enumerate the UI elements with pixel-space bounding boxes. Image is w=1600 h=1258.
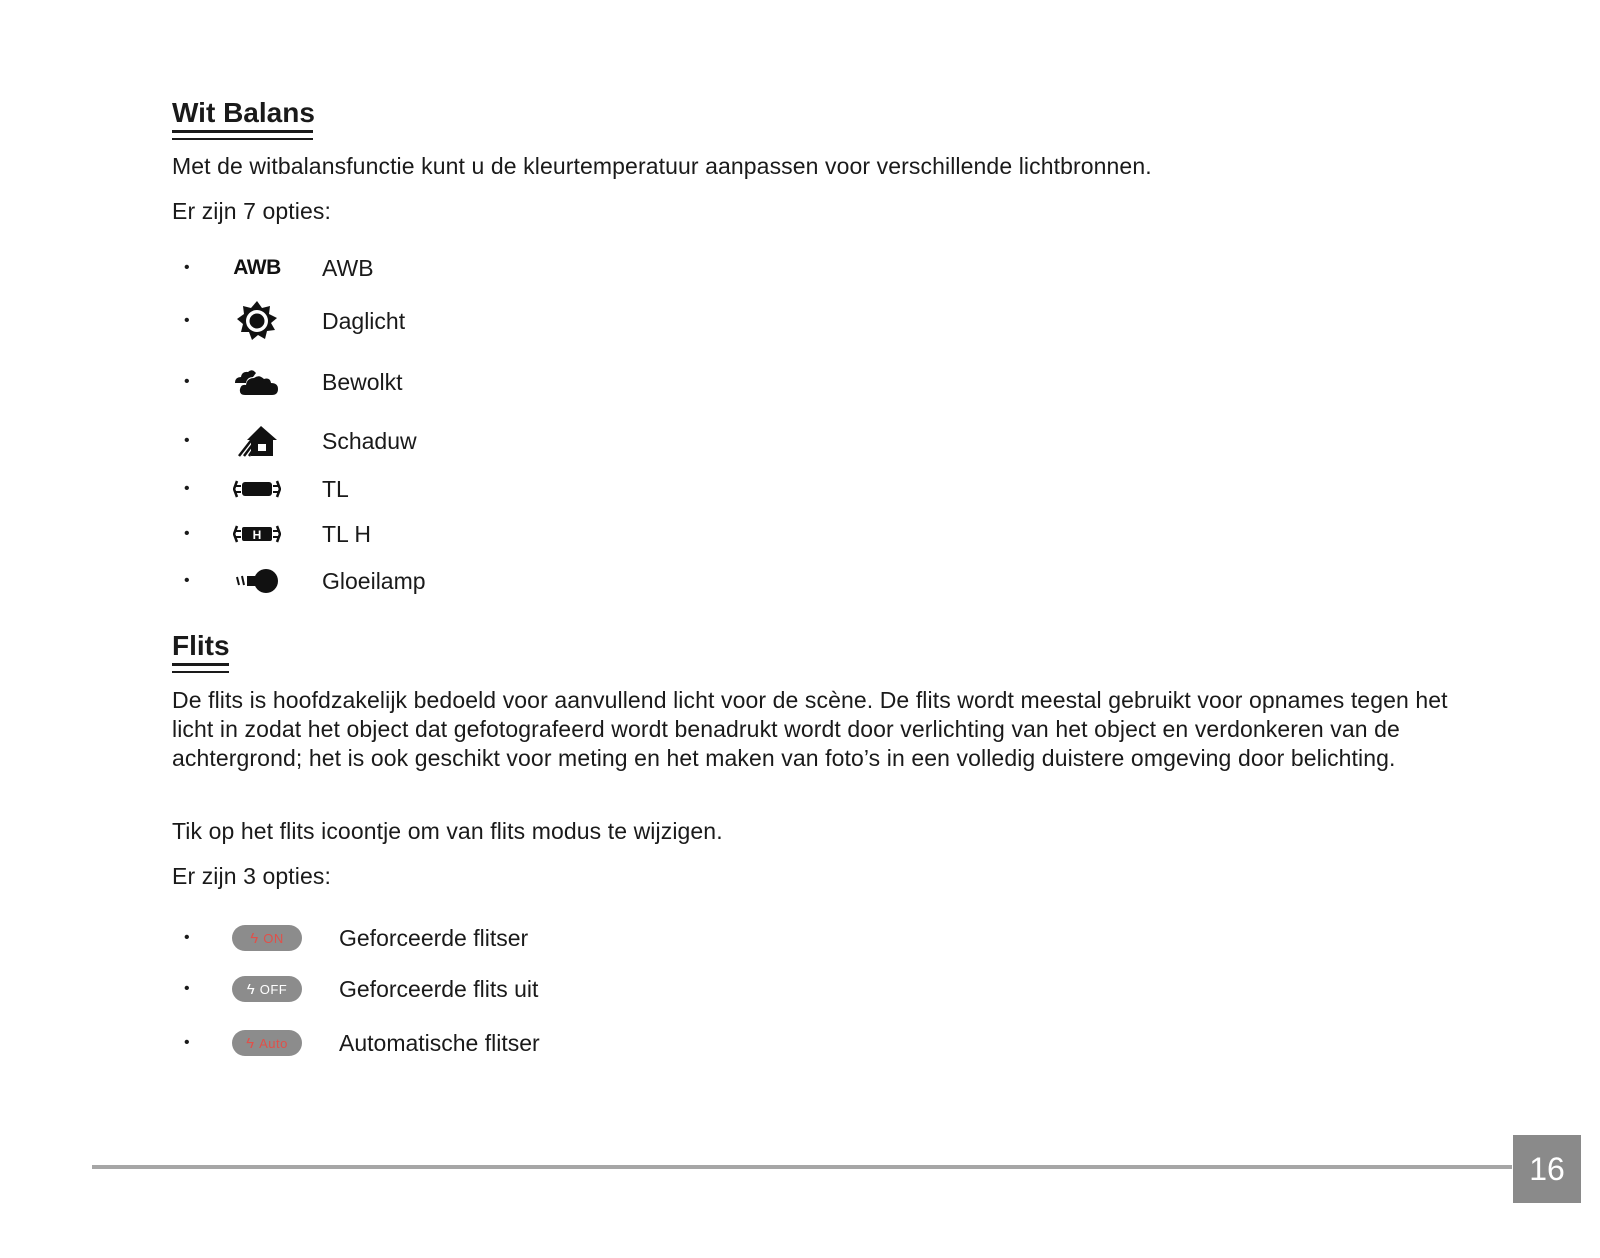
bullet: • (184, 259, 190, 276)
fluorescent-icon (232, 469, 282, 509)
flash-auto-icon: ϟ Auto (232, 1030, 302, 1056)
bullet: • (184, 312, 190, 329)
page-number: 16 (1513, 1135, 1581, 1203)
list-item (172, 918, 872, 958)
section-title-flash: Flits (172, 630, 230, 661)
flash-on-icon: ϟ ON (232, 925, 302, 951)
option-label: Automatische flitser (339, 1030, 540, 1056)
flash-options-intro: Er zijn 3 opties: (172, 863, 331, 889)
heading-underline (172, 663, 229, 673)
cloudy-icon (232, 362, 282, 402)
option-label: TL (322, 476, 349, 502)
bolt-icon: ϟ (246, 980, 255, 998)
list-item (172, 421, 872, 461)
bullet: • (184, 980, 190, 997)
fluorescent-h-icon (232, 514, 282, 554)
svg-text:H: H (252, 528, 262, 542)
bullet: • (184, 480, 190, 497)
list-item (172, 514, 872, 554)
white-balance-options-intro: Er zijn 7 opties: (172, 198, 331, 224)
bullet: • (184, 373, 190, 390)
bullet: • (184, 929, 190, 946)
list-item (172, 301, 872, 341)
heading-underline (172, 130, 313, 140)
list-item (172, 1023, 872, 1063)
list-item (172, 969, 872, 1009)
option-label: Bewolkt (322, 369, 403, 395)
bolt-icon: ϟ (250, 929, 259, 947)
bolt-icon: ϟ (246, 1034, 255, 1052)
option-label: Daglicht (322, 308, 406, 334)
list-item (172, 362, 872, 402)
footer-rule (92, 1165, 1512, 1169)
flash-instruction: Tik op het flits icoontje om van flits modus te wijzigen. (172, 818, 723, 844)
list-item (172, 469, 872, 509)
bullet: • (184, 432, 190, 449)
daylight-icon (232, 301, 282, 341)
bullet: • (184, 525, 190, 542)
flash-description: De flits is hoofdzakelijk bedoeld voor aanvullend licht voor de scène. De flits wordt meestal gebruikt voor opnames tegen het licht in zodat het object dat gefotografeerd wordt benadrukt wordt door verlichting van het object en verdonkeren van de achtergrond; het is ook geschikt voor meting en het maken van foto’s in een volledig duistere omgeving door belichting. (172, 687, 1448, 771)
option-label: Schaduw (322, 428, 417, 454)
option-label: Gloeilamp (322, 568, 426, 594)
incandescent-icon (232, 561, 282, 601)
white-balance-intro: Met de witbalansfunctie kunt u de kleurtemperatuur aanpassen voor verschillende lichtbronnen. (172, 153, 1152, 179)
section-title-white-balance: Wit Balans (172, 97, 315, 128)
list-item (172, 248, 872, 288)
list-item (172, 561, 872, 601)
bullet: • (184, 572, 190, 589)
option-label: Geforceerde flits uit (339, 976, 539, 1002)
option-label: TL H (322, 521, 371, 547)
flash-off-icon: ϟ OFF (232, 976, 302, 1002)
bullet: • (184, 1034, 190, 1051)
awb-icon: AWB (233, 256, 281, 279)
shade-icon (232, 421, 282, 461)
option-label: AWB (322, 255, 374, 281)
option-label: Geforceerde flitser (339, 925, 529, 951)
